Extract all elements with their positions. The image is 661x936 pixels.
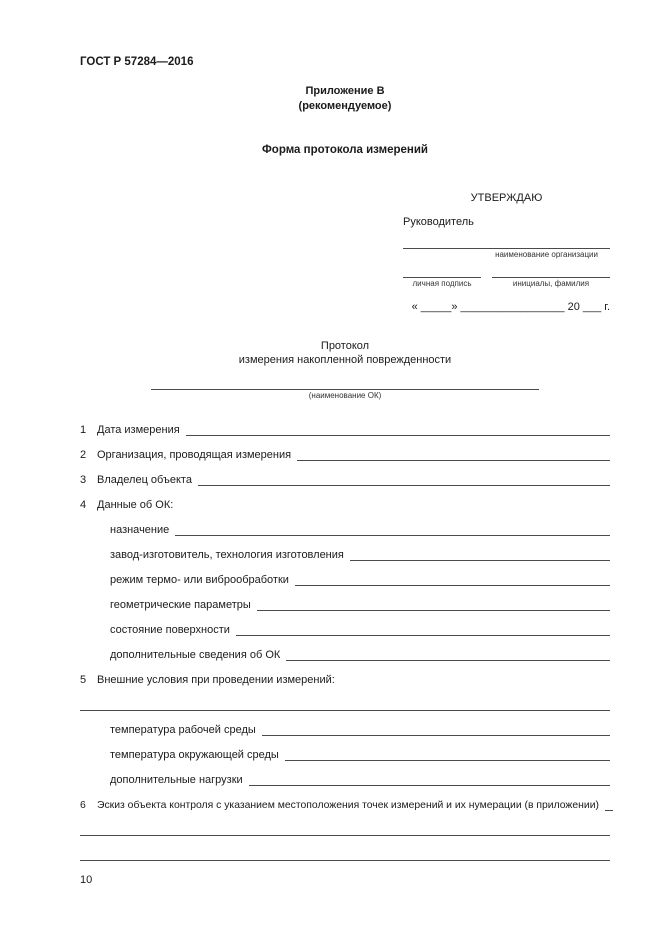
signature-row [403, 268, 610, 289]
item-label: Владелец объекта [97, 474, 192, 486]
date-blank-line: « _____» _________________ 20 ___ г. [411, 301, 610, 313]
footer-rule-row [80, 836, 610, 861]
signature-column [403, 268, 481, 289]
blank-line [295, 585, 610, 586]
item-number: 4 [80, 499, 87, 511]
signature-caption: личная подпись [412, 279, 472, 288]
approve-label: УТВЕРЖДАЮ [470, 192, 543, 204]
item-label: Эскиз объекта контроля с указанием местоположения точек измерений и их нумерации (в приложении) [97, 800, 599, 811]
field-row-additional-loads [80, 761, 610, 786]
appendix-subtitle: (рекомендуемое) [298, 100, 392, 112]
field-row-surface [80, 611, 610, 636]
blank-line-full [80, 835, 610, 836]
item-label: завод-изготовитель, технология изготовления [110, 549, 344, 561]
field-row-object-data [80, 486, 610, 511]
blank-line [262, 735, 610, 736]
item-label: состояние поверхности [110, 624, 230, 636]
item-number: 5 [80, 674, 87, 686]
blank-line [249, 785, 610, 786]
blank-line [286, 660, 610, 661]
protocol-title: Протокол [320, 340, 370, 352]
item-label: Данные об ОК: [97, 499, 174, 511]
blank-line [198, 485, 610, 486]
item-number: 2 [80, 449, 87, 461]
item-label: дополнительные нагрузки [110, 774, 243, 786]
field-row-ambient-temperature [80, 736, 610, 761]
footer-rule-line [80, 860, 610, 861]
field-row-date [80, 411, 610, 436]
protocol-heading [80, 339, 610, 367]
appendix-heading [80, 84, 610, 114]
head-label: Руководитель [403, 216, 474, 228]
form-title: Форма протокола измерений [261, 144, 429, 156]
field-row-conditions-line [80, 686, 610, 711]
signature-blank-line [403, 268, 481, 278]
blank-line [297, 460, 610, 461]
page-number: 10 [80, 874, 93, 886]
document-number: ГОСТ Р 57284—2016 [80, 56, 194, 68]
field-row-sketch [80, 786, 610, 811]
blank-line [257, 610, 610, 611]
blank-line [605, 810, 613, 811]
field-row-treatment-mode [80, 561, 610, 586]
blank-line [175, 535, 610, 536]
item-label: дополнительные сведения об ОК [110, 649, 281, 661]
blank-line [350, 560, 610, 561]
blank-line [236, 635, 610, 636]
signature-gap [481, 268, 492, 289]
organization-caption: наименование организации [495, 250, 598, 259]
item-label: назначение [110, 524, 170, 536]
item-number: 1 [80, 424, 87, 436]
appendix-title: Приложение В [305, 85, 385, 97]
item-label: Дата измерения [97, 424, 180, 436]
field-row-conditions [80, 661, 610, 686]
blank-line-full [80, 710, 610, 711]
item-label: геометрические параметры [110, 599, 251, 611]
field-row-purpose [80, 511, 610, 536]
organization-blank-line [403, 228, 610, 249]
item-label: температура окружающей среды [110, 749, 279, 761]
form-fields [80, 411, 610, 861]
blank-line [186, 435, 610, 436]
initials-blank-line [492, 268, 610, 278]
field-row-manufacturer [80, 536, 610, 561]
object-name-field [80, 380, 610, 401]
field-row-working-temperature [80, 711, 610, 736]
field-row-geometry [80, 586, 610, 611]
object-name-caption: (наименование ОК) [308, 391, 382, 400]
item-label: режим термо- или виброобработки [110, 574, 289, 586]
field-row-additional-info [80, 636, 610, 661]
item-label: Организация, проводящая измерения [97, 449, 292, 461]
field-row-organization [80, 436, 610, 461]
blank-line [285, 760, 610, 761]
object-name-blank-line [151, 380, 539, 390]
protocol-subtitle: измерения накопленной поврежденности [238, 354, 452, 366]
item-label: температура рабочей среды [110, 724, 256, 736]
initials-column [492, 268, 610, 289]
item-label: Внешние условия при проведении измерений: [97, 674, 335, 686]
approval-block [403, 192, 610, 313]
field-row-sketch-line [80, 811, 610, 836]
item-number: 3 [80, 474, 87, 486]
initials-caption: инициалы, фамилия [512, 279, 590, 288]
field-row-owner [80, 461, 610, 486]
item-number: 6 [80, 800, 86, 811]
